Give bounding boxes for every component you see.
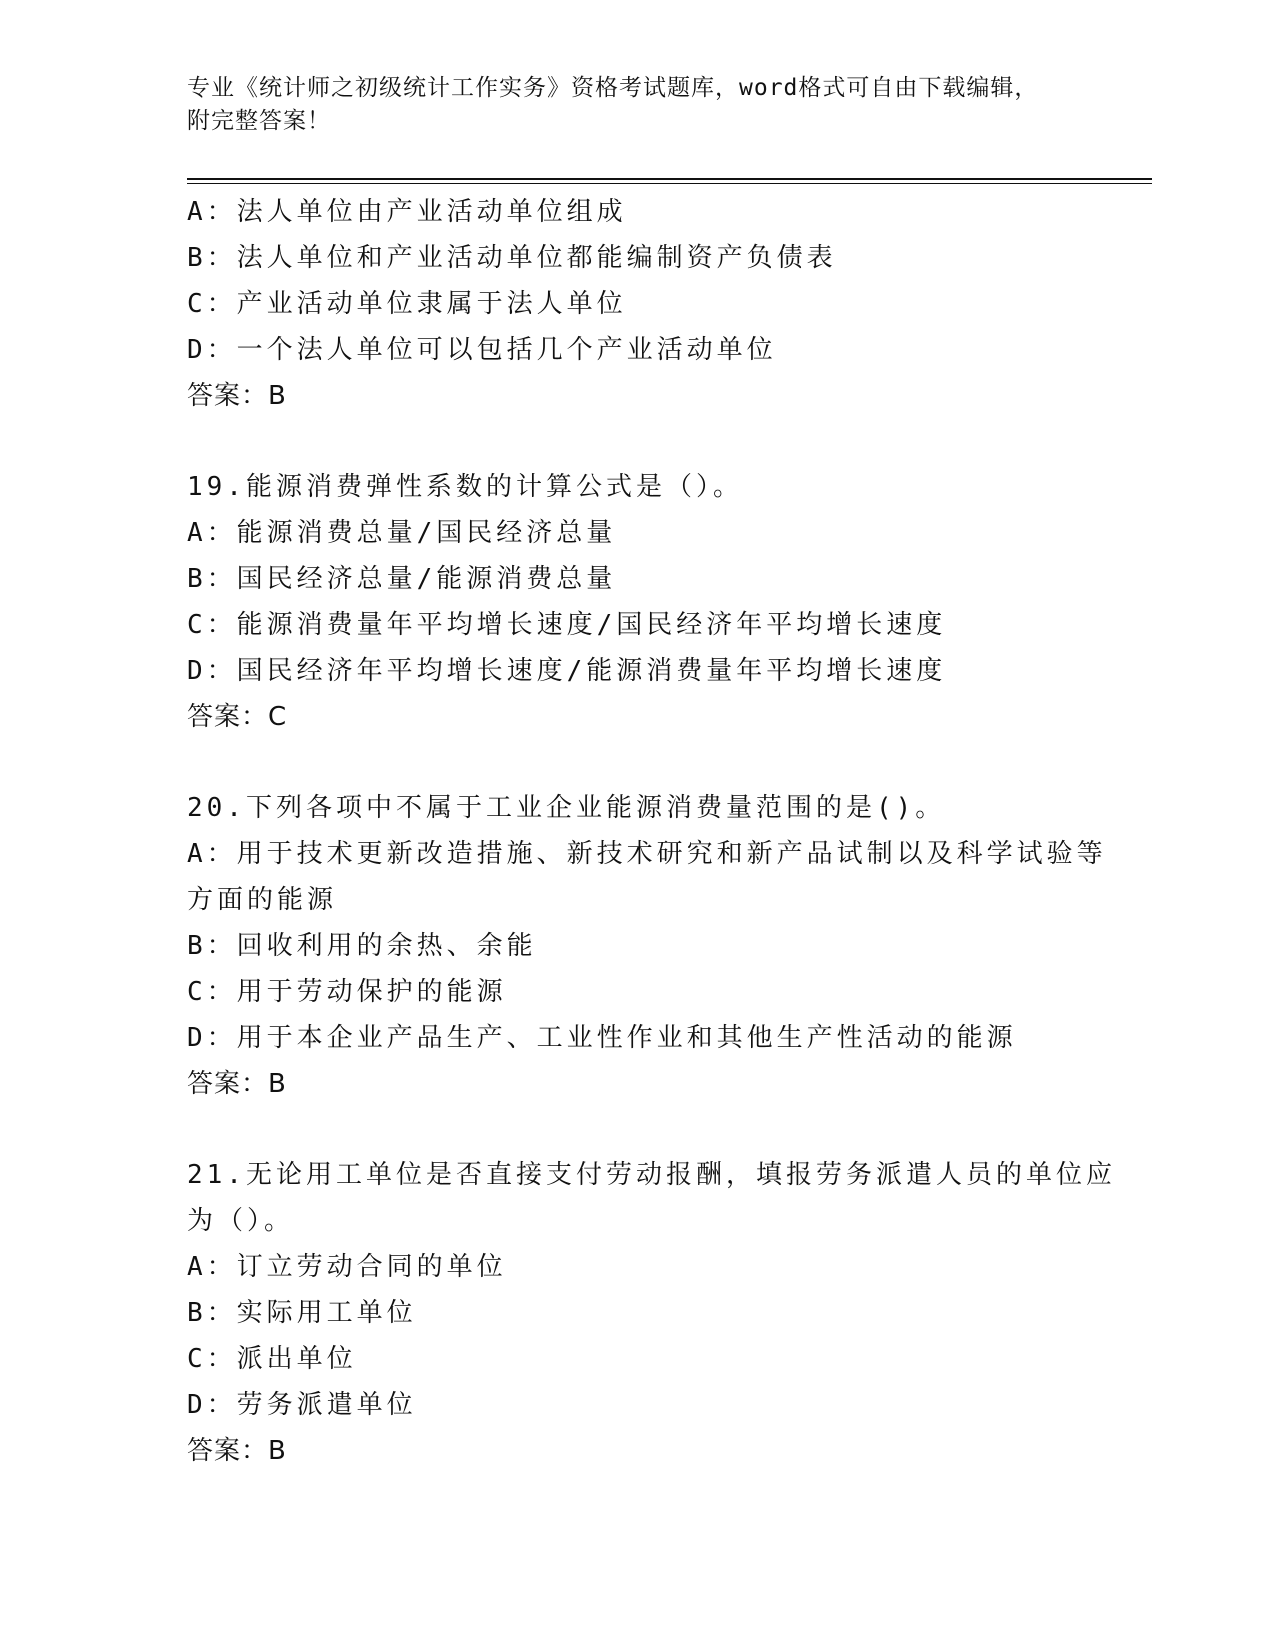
question-block-18	[187, 189, 1087, 419]
header-divider-thick	[187, 178, 1152, 180]
option-b: B：法人单位和产业活动单位都能编制资产负债表	[187, 243, 837, 273]
question-spacer	[187, 419, 1087, 464]
question-block-21	[187, 1152, 1116, 1474]
option-a: A：法人单位由产业活动单位组成	[187, 197, 627, 227]
option-a: A：用于技术更新改造措施、新技术研究和新产品试制以及科学试验等	[187, 839, 1107, 869]
option-d: D：一个法人单位可以包括几个产业活动单位	[187, 335, 777, 365]
option-d: D：劳务派遣单位	[187, 1390, 417, 1420]
option-c: C：产业活动单位隶属于法人单位	[187, 289, 627, 319]
header-line-2: 附完整答案！	[187, 108, 331, 134]
option-b: B：回收利用的余热、余能	[187, 931, 537, 961]
header-divider-thin	[187, 183, 1152, 184]
option-b: B：实际用工单位	[187, 1298, 417, 1328]
option-d: D：用于本企业产品生产、工业性作业和其他生产性活动的能源	[187, 1023, 1017, 1053]
document-header	[187, 72, 1087, 138]
option-b: B：国民经济总量/能源消费总量	[187, 564, 617, 594]
option-a-continued: 方面的能源	[187, 885, 338, 915]
answer-line: 答案：B	[187, 1436, 287, 1466]
option-d: D：国民经济年平均增长速度/能源消费量年平均增长速度	[187, 656, 947, 686]
option-c: C：派出单位	[187, 1344, 357, 1374]
answer-line: 答案：B	[187, 1069, 287, 1099]
option-c: C：能源消费量年平均增长速度/国民经济年平均增长速度	[187, 610, 947, 640]
question-list	[187, 189, 1116, 1474]
option-a: A：能源消费总量/国民经济总量	[187, 518, 617, 548]
question-stem: 20.下列各项中不属于工业企业能源消费量范围的是()。	[187, 793, 946, 823]
answer-line: 答案：C	[187, 702, 288, 732]
question-block-20	[187, 785, 1107, 1107]
answer-line: 答案：B	[187, 381, 287, 411]
question-stem-continued: 为（）。	[187, 1206, 295, 1236]
question-stem: 21.无论用工单位是否直接支付劳动报酬，填报劳务派遣人员的单位应	[187, 1160, 1116, 1190]
question-spacer	[187, 1107, 1087, 1152]
header-line-1: 专业《统计师之初级统计工作实务》资格考试题库，word格式可自由下载编辑，	[187, 75, 1039, 101]
question-block-19	[187, 464, 1087, 740]
question-stem: 19.能源消费弹性系数的计算公式是（）。	[187, 472, 743, 502]
option-c: C：用于劳动保护的能源	[187, 977, 507, 1007]
option-a: A：订立劳动合同的单位	[187, 1252, 507, 1282]
question-spacer	[187, 740, 1087, 785]
